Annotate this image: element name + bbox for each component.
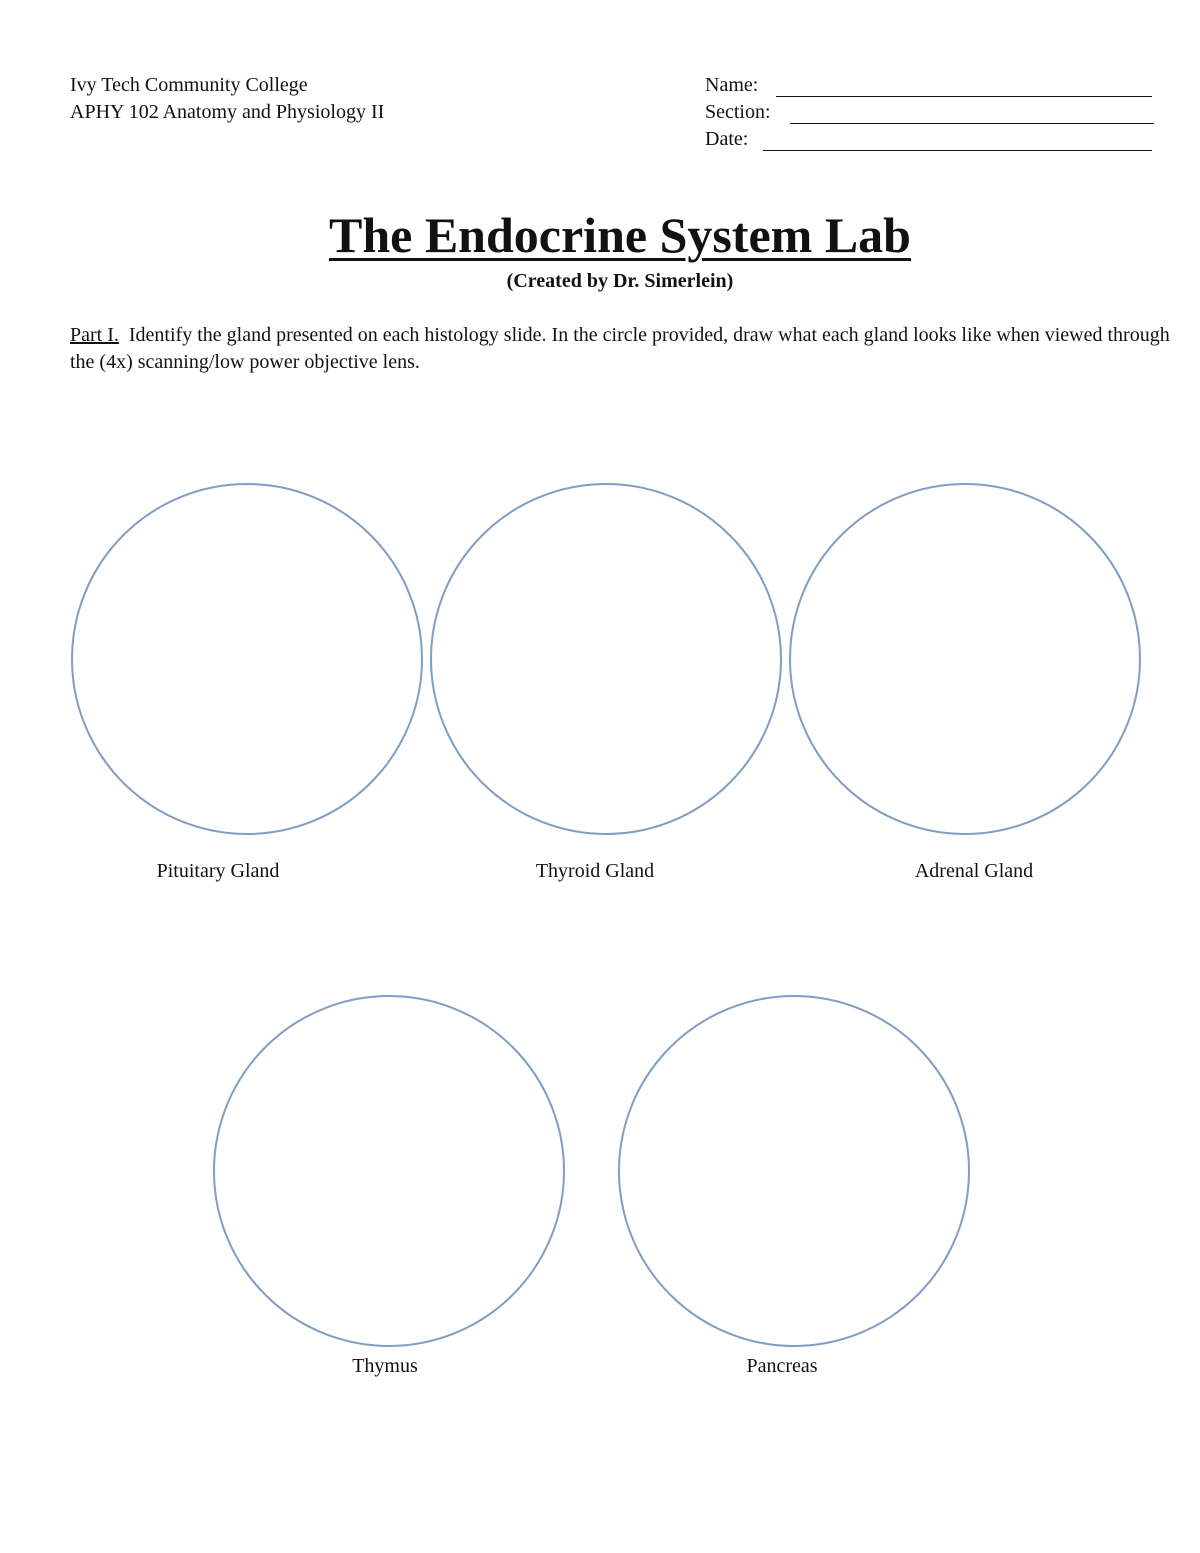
name-label: Name: (705, 74, 759, 96)
section-field-row (705, 99, 771, 126)
course-name: APHY 102 Anatomy and Physiology II (70, 101, 385, 123)
page-title: The Endocrine System Lab (328, 207, 911, 263)
pancreas-drawing-circle[interactable] (618, 995, 970, 1347)
date-blank-line[interactable] (763, 150, 1152, 151)
name-blank-line[interactable] (776, 96, 1152, 97)
adrenal-caption: Adrenal Gland (914, 860, 1034, 882)
college-name: Ivy Tech Community College (70, 74, 308, 96)
header-course-info (70, 72, 384, 126)
section-label: Section: (705, 101, 771, 123)
thyroid-drawing-circle[interactable] (430, 483, 782, 835)
header-fields (705, 72, 771, 153)
section-blank-line[interactable] (790, 123, 1154, 124)
instructions-paragraph (70, 322, 1180, 376)
name-field-row (705, 72, 771, 99)
date-field-row (705, 126, 771, 153)
pituitary-drawing-circle[interactable] (71, 483, 423, 835)
page-subtitle: (Created by Dr. Simerlein) (506, 270, 734, 292)
pancreas-caption: Pancreas (746, 1355, 818, 1377)
adrenal-drawing-circle[interactable] (789, 483, 1141, 835)
thyroid-caption: Thyroid Gland (535, 860, 655, 882)
pituitary-caption: Pituitary Gland (156, 860, 280, 882)
thymus-caption: Thymus (352, 1355, 418, 1377)
part-label: Part I. (70, 324, 119, 346)
date-label: Date: (705, 128, 749, 150)
instructions-text: Identify the gland presented on each histology slide. In the circle provided, draw what each gland looks like when viewed through the (4x) scanning/low power objective lens. (70, 324, 1170, 373)
thymus-drawing-circle[interactable] (213, 995, 565, 1347)
